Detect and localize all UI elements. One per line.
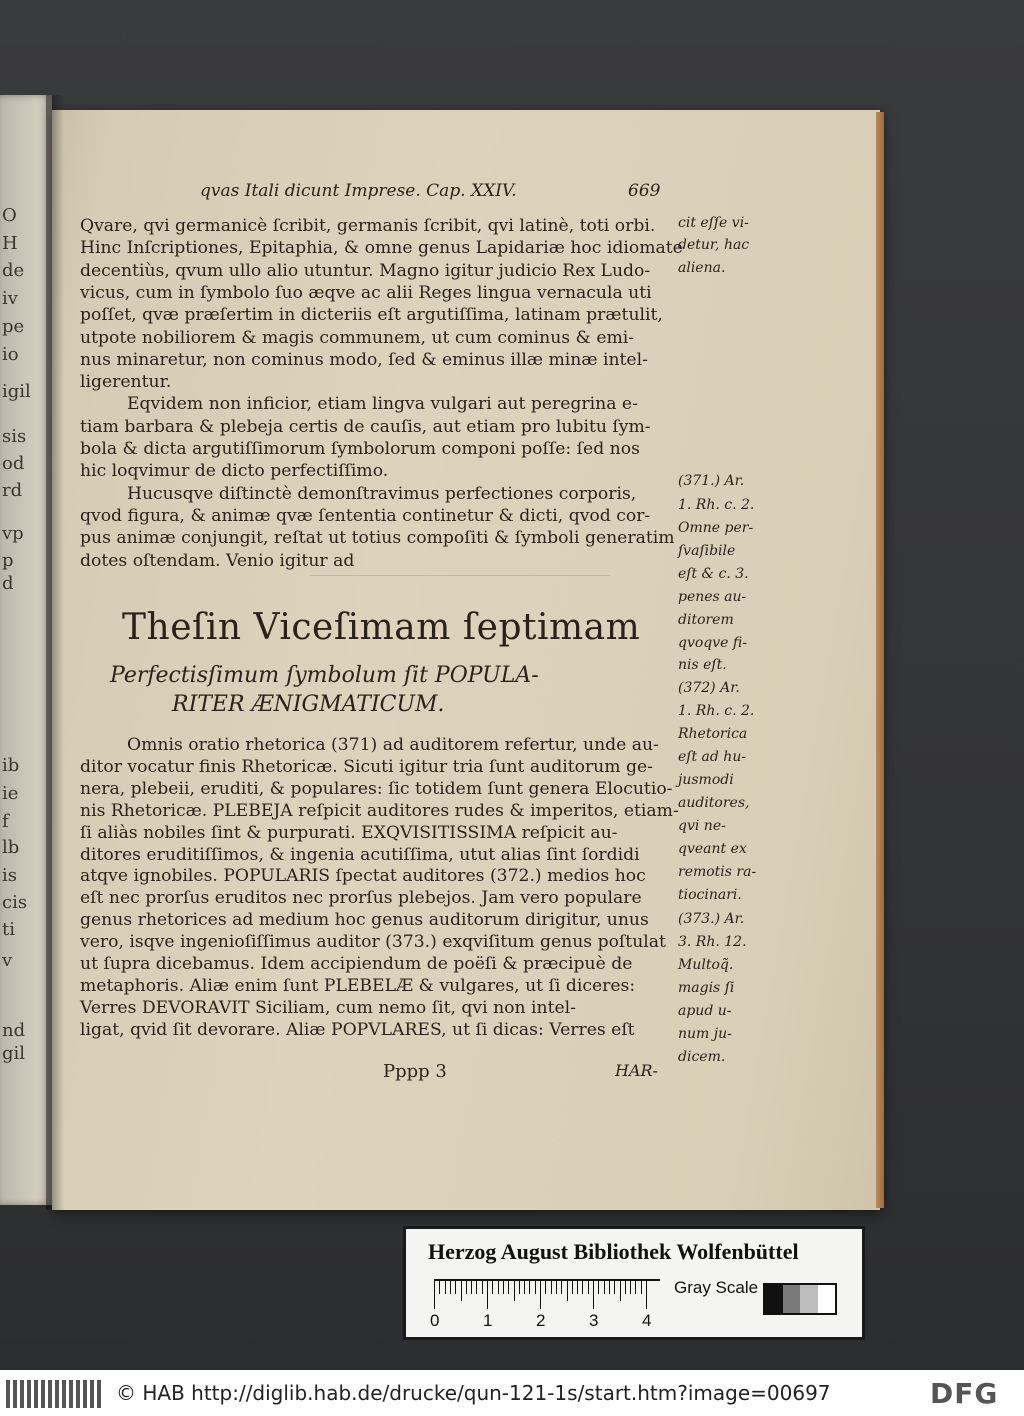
left-page-fragment: ti [2, 919, 15, 940]
margin-note: (371.) Ar. [678, 473, 745, 489]
margin-note: nis eſt. [678, 657, 727, 673]
margin-note: aliena. [678, 260, 726, 276]
thesis-subtitle-1: Perfectisſimum ſymbolum ſit POPULA- [110, 663, 539, 688]
text-line: vero, isqve ingenioſiſſimus auditor (373.) exqviſitum genus poſtulat [80, 932, 666, 953]
left-page-fragment: rd [2, 480, 23, 501]
measurement-ruler [434, 1279, 660, 1311]
text-line: Hinc Inſcriptiones, Epitaphia, & omne genus Lapidariæ hoc idiomate [80, 238, 683, 259]
ruler-tick [561, 1281, 562, 1294]
ruler-tick [577, 1281, 578, 1294]
margin-note: remotis ra- [678, 864, 757, 880]
margin-note: eſt & c. 3. [678, 566, 749, 582]
text-line: ligerentur. [80, 372, 172, 393]
margin-note: qvi ne- [678, 818, 726, 834]
margin-note: 1. Rh. c. 2. [678, 497, 755, 513]
ruler-tick [593, 1281, 594, 1309]
margin-note: dicem. [678, 1049, 726, 1065]
ruler-number: 1 [483, 1311, 493, 1330]
margin-note: penes au- [678, 589, 747, 605]
margin-note: eſt ad hu- [678, 749, 747, 765]
margin-note: jusmodi [678, 772, 734, 788]
text-line: ligat, qvid ſit devorare. Aliæ POPVLARES, ut ſi dicas: Verres eſt [80, 1019, 635, 1040]
library-name: Herzog August Bibliothek Wolfenbüttel [428, 1239, 799, 1264]
margin-note: Multoq̃. [678, 957, 734, 973]
left-page-fragment: v [2, 950, 13, 971]
faint-rule [310, 575, 610, 576]
margin-note: detur, hac [678, 237, 750, 253]
text-line: ditor vocatur finis Rhetoricæ. Sicuti igitur tria ſunt auditorum ge- [80, 756, 653, 777]
ruler-tick [471, 1281, 472, 1294]
left-page-fragment: sis [2, 426, 27, 447]
left-page-fragment: H [2, 233, 18, 254]
library-color-card [403, 1226, 865, 1340]
left-page-fragment: ie [2, 783, 19, 804]
ruler-tick [609, 1281, 610, 1294]
margin-note: 1. Rh. c. 2. [678, 703, 755, 719]
ruler-tick [492, 1281, 493, 1294]
ruler-tick [508, 1281, 509, 1294]
left-page-fragment: vp [2, 523, 24, 544]
ruler-tick [503, 1281, 504, 1294]
ruler-tick [641, 1281, 642, 1294]
ruler-tick [450, 1281, 451, 1294]
left-page-fragment: de [2, 260, 25, 281]
gray-scale-strip [763, 1283, 837, 1315]
ruler-tick [625, 1281, 626, 1294]
ruler-number: 3 [589, 1311, 599, 1330]
ruler-tick [498, 1281, 499, 1294]
margin-note: (373.) Ar. [678, 911, 745, 927]
signature-mark: Pppp 3 [383, 1061, 447, 1082]
left-page-fragment: O [2, 205, 17, 226]
left-page-fragment: lb [2, 837, 20, 858]
text-line: poſſet, qvæ præſertim in dicteriis eſt argutiſſima, latinam prætulit, [80, 305, 663, 326]
ruler-tick [461, 1281, 462, 1301]
gray-swatch [765, 1285, 783, 1313]
dfg-logo: DFG [930, 1377, 999, 1410]
ruler-tick [529, 1281, 530, 1294]
ruler-tick [439, 1281, 440, 1294]
left-page-fragment: cis [2, 892, 28, 913]
margin-note: cit eſſe vi- [678, 215, 749, 231]
ruler-number: 0 [430, 1311, 440, 1330]
text-line: nera, plebeii, eruditi, & populares: ſic totidem ſunt genera Elocutio- [80, 778, 673, 799]
left-page-fragment: pe [2, 316, 25, 337]
text-line: dotes oſtendam. Venio igitur ad [80, 550, 355, 571]
margin-note: qveant ex [678, 841, 747, 857]
text-line: vicus, cum in ſymbolo ſuo æqve ac alii Reges lingua vernacula uti [80, 282, 652, 303]
text-line: tiam barbara & plebeja certis de cauſis, aut etiam pro lubitu ſym- [80, 416, 651, 437]
ruler-tick [487, 1281, 488, 1309]
ruler-tick [572, 1281, 573, 1294]
ruler-tick [455, 1281, 456, 1294]
text-line: qvod figura, & animæ qvæ ſententia continetur & dicti, qvod cor- [80, 505, 651, 526]
ruler-tick [556, 1281, 557, 1294]
text-line: utpote nobiliorem & magis communem, ut cum cominus & emi- [80, 327, 635, 348]
page-edge [876, 112, 884, 1208]
ruler-tick [524, 1281, 525, 1294]
text-line: Hucusqve diſtinctè demonſtravimus perfectiones corporis, [127, 483, 637, 504]
copyright-link[interactable]: © HAB http://diglib.hab.de/drucke/qun-121-1s/start.htm?image=00697 [116, 1381, 831, 1405]
ruler-number: 4 [642, 1311, 652, 1330]
text-line: Qvare, qvi germanicè ſcribit, germanis ſcribit, qvi latinè, toti orbi. [80, 216, 656, 236]
ruler-tick [540, 1281, 541, 1309]
margin-note: auditores, [678, 795, 750, 811]
margin-note: magis ſi [678, 980, 735, 996]
text-line: genus rhetorices ad medium hoc genus auditorum dirigitur, unus [80, 910, 649, 931]
running-header: qvas Itali dicunt Imprese. Cap. XXIV. [200, 181, 517, 201]
text-line: pus animæ conjungit, reſtat ut totius compoſiti & ſymboli generatim [80, 528, 675, 549]
margin-note: Omne per- [678, 520, 754, 536]
text-line: Eqvidem non inficior, etiam lingva vulgari aut peregrina e- [127, 394, 638, 415]
footer-bar [0, 1370, 1024, 1416]
left-page-fragment: ib [2, 755, 20, 776]
left-page-fragment: f [2, 811, 9, 832]
text-line: Omnis oratio rhetorica (371) ad auditorem refertur, unde au- [127, 735, 659, 755]
text-line: nus minaretur, non cominus modo, ſed & eminus illæ minæ intel- [80, 349, 648, 370]
ruler-tick [434, 1281, 435, 1309]
ruler-tick [445, 1281, 446, 1294]
ruler-tick [519, 1281, 520, 1294]
catchword: HAR- [615, 1061, 658, 1080]
left-page-fragment: iv [2, 288, 18, 309]
text-line: bola & dicta argutiſſimorum ſymbolorum componi poſſe: ſed nos [80, 439, 640, 459]
left-page-edge [0, 95, 52, 1205]
text-line: nis Rhetoricæ. PLEBEJA reſpicit auditores rudes & imperitos, etiam- [80, 800, 679, 821]
barcode-icon [6, 1380, 106, 1408]
left-page-fragment: nd [2, 1020, 26, 1041]
left-page-fragment: gil [2, 1043, 26, 1064]
left-page-fragment: igil [2, 381, 31, 402]
left-page-fragment: d [2, 573, 14, 594]
ruler-tick [482, 1281, 483, 1294]
margin-note: ſvaſibile [678, 543, 736, 559]
text-line: eſt nec prorſus eruditos nec prorſus plebejos. Jam vero populare [80, 888, 642, 909]
margin-note: apud u- [678, 1003, 732, 1019]
ruler-tick [614, 1281, 615, 1294]
text-line: ditores eruditiſſimos, & ingenia acutiſſima, utut alias ſint ſordidi [80, 844, 640, 865]
text-line: hic loqvimur de dicto perfectiſſimo. [80, 461, 389, 482]
gray-swatch [818, 1285, 836, 1313]
margin-note: (372) Ar. [678, 680, 740, 696]
ruler-tick [630, 1281, 631, 1294]
text-line: ut ſupra dicebamus. Idem accipiendum de poëſi & præcipuè de [80, 954, 633, 974]
ruler-tick [551, 1281, 552, 1294]
text-line: decentiùs, qvum ullo alio utuntur. Magno igitur judicio Rex Ludo- [80, 260, 651, 281]
ruler-number: 2 [536, 1311, 546, 1330]
ruler-tick [646, 1281, 647, 1309]
left-page-fragment: p [2, 550, 14, 571]
ruler-tick [514, 1281, 515, 1301]
margin-note: num ju- [678, 1026, 732, 1042]
text-line: ſi aliàs nobiles ſint & purpurati. EXQVISITISSIMA reſpicit au- [80, 822, 618, 843]
left-page-fragment: od [2, 453, 25, 474]
page-number: 669 [628, 181, 661, 201]
thesis-title: Theſin Viceſimam ſeptimam [122, 607, 641, 648]
ruler-tick [567, 1281, 568, 1301]
gray-swatch [783, 1285, 801, 1313]
gutter-shadow [46, 95, 64, 1210]
gray-swatch [800, 1285, 818, 1313]
text-line: Verres DEVORAVIT Siciliam, cum nemo ſit, qvi non intel- [80, 997, 576, 1018]
ruler-tick [466, 1281, 467, 1294]
text-line: metaphoris. Aliæ enim ſunt PLEBELÆ & vulgares, ut ſi diceres: [80, 975, 636, 996]
margin-note: ditorem [678, 612, 734, 628]
ruler-tick [598, 1281, 599, 1294]
margin-note: 3. Rh. 12. [678, 934, 747, 950]
ruler-tick [604, 1281, 605, 1294]
gray-scale-label: Gray Scale [674, 1278, 759, 1297]
ruler-tick [545, 1281, 546, 1294]
left-page-fragment: is [2, 865, 17, 886]
margin-note: qvoqve fi- [678, 635, 747, 651]
thesis-subtitle-2: RITER ÆNIGMATICUM. [172, 692, 445, 717]
margin-note: Rhetorica [678, 726, 748, 742]
ruler-tick [476, 1281, 477, 1294]
margin-note: tiocinari. [678, 887, 742, 903]
left-page-fragment: io [2, 344, 19, 365]
text-line: atqve ignobiles. POPULARIS ſpectat auditores (372.) medios hoc [80, 866, 646, 887]
ruler-tick [588, 1281, 589, 1294]
ruler-tick [582, 1281, 583, 1294]
ruler-tick [620, 1281, 621, 1301]
ruler-tick [635, 1281, 636, 1294]
ruler-tick [535, 1281, 536, 1294]
